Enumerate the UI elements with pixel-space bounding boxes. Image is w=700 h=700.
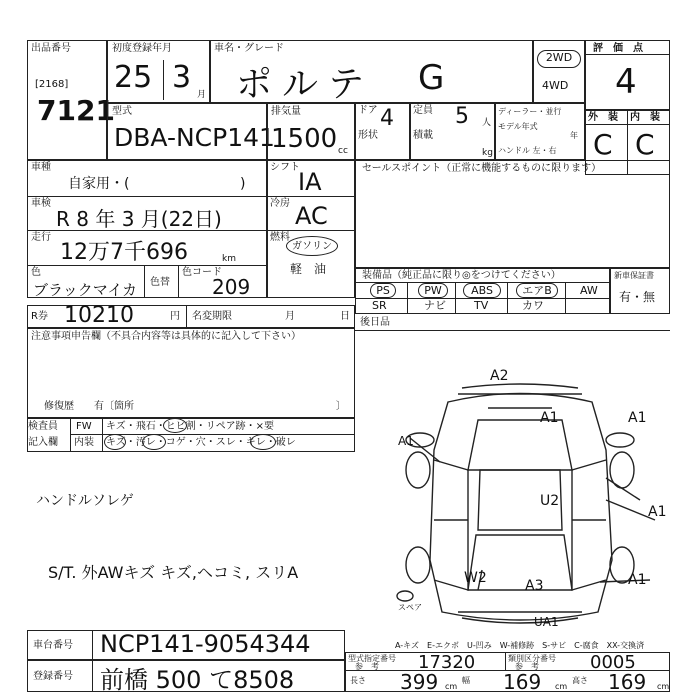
type-value: 自家用・( (68, 176, 130, 192)
color-no-label: 色替 (150, 277, 170, 288)
color-code-label: 色コード (182, 267, 222, 278)
interior-label: 内 装 (630, 112, 660, 123)
chassis-label: 車台番号 (33, 640, 73, 651)
interior-check-items: キズ・汚レ・コゲ・穴・スレ・キレ・破レ (106, 437, 296, 448)
recycle-label: R券 (31, 311, 48, 322)
plate-value: 前橋 500 て8508 (100, 666, 295, 694)
inspection-value: R 8 年 3 月(22日) (56, 207, 222, 231)
displacement-label: 排気量 (271, 106, 301, 117)
drive-4wd: 4WD (542, 79, 569, 92)
mileage-label: 走行 (31, 232, 51, 243)
lot-code: [2168] (35, 79, 69, 90)
width-unit: cm (555, 682, 568, 691)
doors-value: 4 (380, 106, 394, 131)
name-change-day: 日 (340, 311, 350, 322)
width-value: 169 (503, 670, 542, 694)
equip-tv: TV (474, 299, 489, 312)
capacity-unit: 人 (482, 118, 492, 128)
capacity-label: 定員 (413, 105, 433, 116)
type-cert-sub: 参 考 (355, 662, 379, 671)
color-value: ブラックマイカ (33, 281, 137, 299)
model-label: 型式 (112, 106, 132, 117)
shape-label: 形状 (358, 130, 378, 141)
damage-mark-w2: W2 (464, 570, 487, 586)
spare-label: スペア (398, 603, 422, 612)
name-change-month: 月 (285, 311, 295, 322)
lot-label: 出品番号 (31, 43, 71, 54)
fw-items: キズ・飛石・ヒビ割・リペア跡・×要 (106, 421, 274, 432)
shift-value: IA (298, 168, 322, 196)
first-reg-year: 25 (114, 60, 153, 95)
recycle-value: 10210 (64, 303, 134, 328)
length-value: 399 (400, 670, 439, 694)
exterior-label: 外 装 (588, 112, 618, 123)
ac-label: 冷房 (270, 198, 290, 209)
equip-sr: SR (372, 299, 387, 312)
damage-mark-u2: U2 (540, 493, 560, 509)
capacity-value: 5 (455, 104, 469, 129)
grade: G (418, 58, 445, 98)
length-label: 長さ (350, 676, 366, 685)
model-year-unit: 年 (570, 131, 578, 140)
rear-seat-label: 後日品 (360, 317, 390, 328)
equip-airbag: エアB (516, 283, 558, 298)
fw-label: FW (76, 421, 92, 432)
car-name: ポルテ (236, 64, 375, 105)
shift-label: シフト (270, 162, 300, 173)
repair-close: 〕 (336, 401, 346, 412)
score-value: 4 (615, 62, 637, 102)
handwritten-note-1: ハンドルソレゲ (36, 493, 134, 509)
class-sub: 参 考 (515, 662, 539, 671)
warranty-label: 新車保証書 (614, 271, 654, 280)
damage-mark-a1-hood: A1 (540, 410, 559, 426)
chassis-value: NCP141-9054344 (100, 630, 311, 658)
warranty-value: 有・無 (619, 290, 656, 304)
width-label: 幅 (462, 676, 470, 685)
plate-label: 登録番号 (33, 671, 73, 682)
equip-navi: ナビ (424, 299, 446, 312)
interior-check-label: 内装 (74, 437, 94, 448)
recycle-unit: 円 (170, 311, 180, 322)
load-unit: kg (482, 148, 493, 158)
class-value: 0005 (590, 652, 636, 673)
car-name-label: 車名・グレード (214, 43, 284, 54)
damage-mark-ua1: UA1 (534, 615, 559, 629)
first-reg-label: 初度登録年月 (112, 43, 172, 54)
record-label: 記入欄 (28, 437, 58, 448)
equip-pw: PW (418, 283, 448, 298)
displacement-unit: cc (338, 146, 348, 156)
class-label: 類別区分番号 (508, 654, 556, 663)
repair-label: 修復歴 有〔箇所 (44, 401, 134, 412)
height-unit: cm (657, 682, 670, 691)
type-label: 車種 (31, 162, 51, 173)
dealer-label: ディーラー・並行 (498, 107, 562, 116)
diagram-legend: A-キズ E-エクボ U-凹み W-補修跡 S-サビ C-腐食 XX-交換済 (395, 641, 645, 650)
name-change-label: 名変期限 (192, 311, 232, 322)
type-cert-value: 17320 (418, 652, 476, 673)
sales-label: セールスポイント（正常に機能するものに限ります） (362, 163, 602, 174)
handle-label: ハンドル 左・右 (498, 146, 557, 155)
declare-label: 注意事項申告欄（不具合内容等は具体的に記入して下さい） (31, 331, 301, 342)
inspection-label: 車検 (31, 198, 51, 209)
type-cert-label: 型式指定番号 (348, 654, 396, 663)
equip-ps: PS (370, 283, 396, 298)
damage-mark-a1-rear: A1 (628, 572, 647, 588)
load-label: 積載 (413, 130, 433, 141)
doors-label: ドア (358, 105, 378, 116)
lot-number: 7121 (37, 94, 115, 127)
mileage-value: 12万7千696 (60, 240, 188, 265)
color-code: 209 (212, 275, 251, 299)
type-close: ) (240, 176, 246, 192)
damage-mark-a1-right: A1 (628, 410, 647, 426)
length-unit: cm (445, 682, 458, 691)
fuel-label: 燃料 (270, 232, 290, 243)
equip-aw: AW (580, 284, 598, 297)
ac-value: AC (295, 202, 328, 230)
model-year-label: モデル年式 (498, 122, 538, 131)
damage-mark-a2: A2 (490, 368, 509, 384)
mileage-unit: km (222, 254, 236, 264)
model-value: DBA-NCP141 (114, 123, 275, 152)
equip-leather: カワ (522, 299, 544, 312)
score-label: 評 価 点 (593, 43, 643, 54)
fuel-diesel: 軽 油 (290, 262, 327, 276)
damage-mark-a1-left: A1 (398, 434, 414, 448)
equipment-label: 装備品（純正品に限り◎をつけてください） (362, 270, 561, 281)
height-label: 高さ (572, 676, 588, 685)
exterior-grade: C (593, 128, 613, 161)
damage-mark-a1-side: A1 (648, 504, 667, 520)
color-label: 色 (31, 267, 41, 278)
equip-abs: ABS (463, 283, 501, 298)
first-reg-month: 3 (172, 60, 192, 95)
handwritten-note-2: S/T. 外AWキズ キズ,ヘコミ, スリA (48, 563, 299, 582)
fuel-gas: ガソリン (292, 241, 332, 252)
damage-mark-a3: A3 (525, 578, 544, 594)
drive-2wd: 2WD (537, 50, 581, 68)
height-value: 169 (608, 670, 647, 694)
check-label: 検査員 (28, 421, 58, 432)
displacement-value: 1500 (271, 124, 338, 154)
interior-grade: C (635, 128, 655, 161)
first-reg-month-unit: 月 (197, 90, 207, 100)
